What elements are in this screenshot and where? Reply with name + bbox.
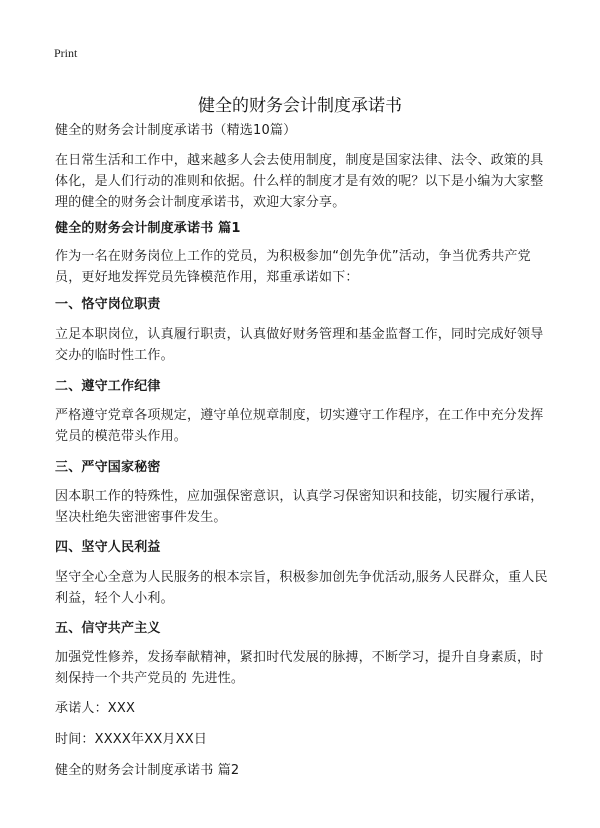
section-2-heading: 二、遵守工作纪律 (55, 379, 161, 394)
article-1-heading: 健全的财务会计制度承诺书 篇1 (55, 221, 241, 236)
print-link[interactable]: Print (54, 46, 78, 60)
article-2-heading: 健全的财务会计制度承诺书 篇2 (55, 763, 240, 778)
section-1-heading: 一、恪守岗位职责 (55, 297, 161, 312)
signatory: 承诺人：XXX (55, 701, 136, 716)
section-4-body: 坚守全心全意为人民服务的根本宗旨，积极参加创先争优活动,服务人民群众，重人民利益，轻个人小利。 (55, 570, 548, 606)
section-5-heading: 五、信守共产主义 (55, 621, 161, 636)
section-4-heading: 四、坚守人民利益 (55, 540, 161, 555)
section-1-body: 立足本职岗位，认真履行职责，认真做好财务管理和基金监督工作，同时完成好领导交办的临时性工作。 (55, 327, 544, 363)
date: 时间：XXXX年XX月XX日 (55, 732, 208, 747)
section-2-body: 严格遵守党章各项规定，遵守单位规章制度，切实遵守工作程序，在工作中充分发挥党员的模范带头作用。 (55, 408, 544, 444)
section-3-body: 因本职工作的特殊性，应加强保密意识，认真学习保密知识和技能，切实履行承诺，坚决杜绝失密泄密事件发生。 (55, 489, 544, 525)
subtitle: 健全的财务会计制度承诺书（精选10篇） (55, 123, 297, 138)
page-title: 健全的财务会计制度承诺书 (198, 96, 402, 117)
article-1-opening: 作为一名在财务岗位上工作的党员，为积极参加“创先争优”活动，争当优秀共产党员，更好地发挥党员先锋模范作用，郑重承诺如下： (55, 249, 531, 285)
section-3-heading: 三、严守国家秘密 (55, 460, 161, 475)
intro-paragraph: 在日常生活和工作中，越来越多人会去使用制度，制度是国家法律、法令、政策的具体化，是人们行动的准则和依据。什么样的制度才是有效的呢？以下是小编为大家整理的健全的财务会计制度承诺书，欢迎大家分享。 (55, 153, 544, 210)
section-5-body: 加强党性修养，发扬奉献精神，紧扣时代发展的脉搏，不断学习，提升自身素质，时刻保持一个共产党员的 先进性。 (55, 650, 544, 686)
